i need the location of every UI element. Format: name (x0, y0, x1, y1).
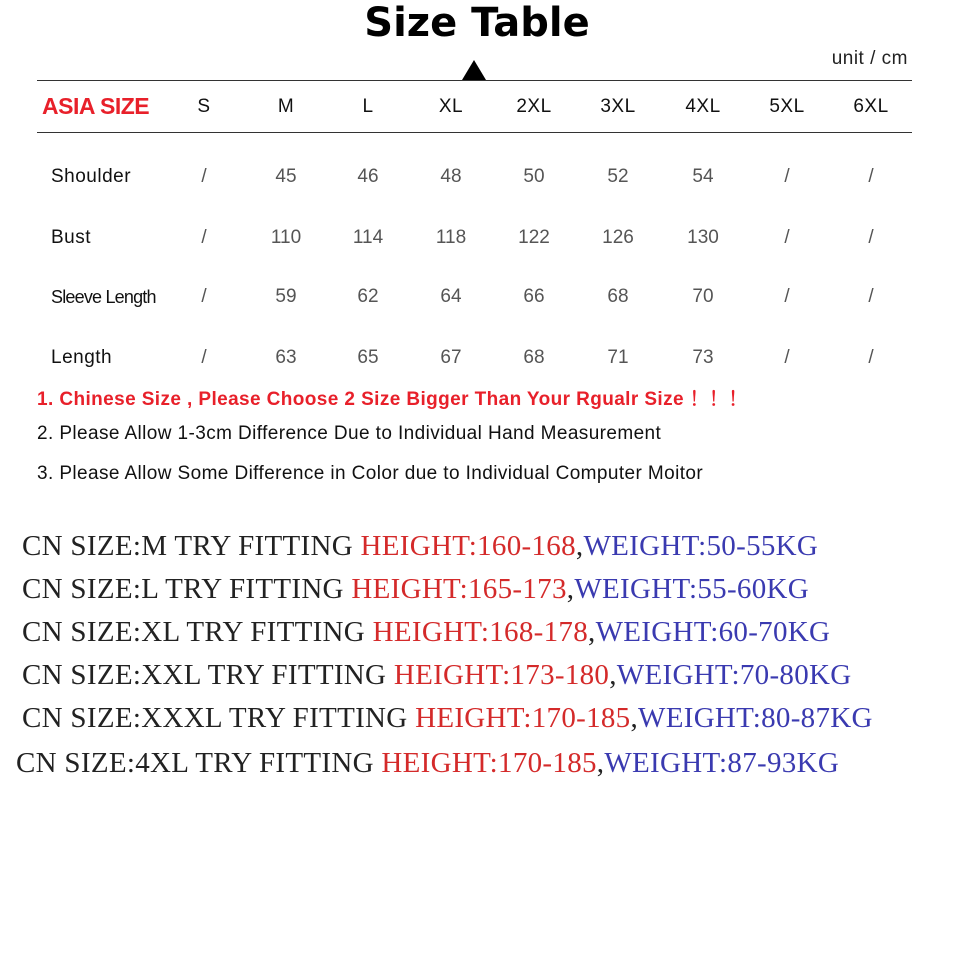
table-cell: 114 (352, 227, 384, 248)
table-cell: 66 (523, 286, 545, 307)
table-cell: / (784, 286, 790, 307)
pointer-triangle-icon (462, 60, 486, 80)
table-cell: / (201, 227, 207, 248)
fitting-height: HEIGHT:170-185 (415, 702, 631, 734)
fitting-height: HEIGHT:173-180 (393, 659, 610, 691)
fitting-weight: WEIGHT:60-70KG (595, 616, 831, 648)
table-cell: 63 (275, 347, 297, 368)
fitting-size-label: CN SIZE:XXL TRY FITTING (22, 659, 394, 691)
table-cell: / (201, 286, 207, 307)
row-label-sleeve-length: Sleeve Length (51, 287, 156, 307)
table-cell: 70 (692, 286, 714, 307)
page-title: Size Table (364, 0, 590, 46)
table-cell: 46 (357, 166, 379, 187)
row-label-shoulder: Shoulder (51, 166, 132, 187)
note-measurement: 2. Please Allow 1-3cm Difference Due to Individual Hand Measurement (37, 423, 662, 444)
fitting-height: HEIGHT:165-173 (351, 573, 567, 605)
table-cell: 54 (692, 166, 714, 187)
size-header-cell: 5XL (769, 96, 805, 117)
fitting-separator: , (588, 616, 596, 648)
size-header-cell: 4XL (685, 96, 721, 117)
table-cell: 130 (687, 227, 719, 248)
table-cell: 68 (523, 347, 545, 368)
table-cell: 68 (607, 286, 629, 307)
header-rule-bottom (37, 132, 912, 133)
fitting-height: HEIGHT:170-185 (381, 747, 597, 779)
fitting-line (22, 573, 809, 606)
fitting-separator: , (575, 530, 584, 562)
table-cell: 73 (692, 347, 714, 368)
fitting-separator: , (609, 659, 617, 691)
table-cell: 67 (440, 347, 462, 368)
fitting-separator: , (566, 573, 575, 605)
table-cell: 110 (270, 227, 302, 248)
fitting-line (22, 659, 852, 692)
fitting-size-label: CN SIZE:M TRY FITTING (22, 530, 361, 562)
row-label-length: Length (51, 347, 113, 368)
table-cell: / (784, 227, 790, 248)
fitting-size-label: CN SIZE:XXXL TRY FITTING (22, 702, 416, 734)
row-label-bust: Bust (51, 227, 92, 248)
fitting-line (22, 530, 818, 563)
table-cell: 62 (357, 286, 379, 307)
fitting-separator: , (596, 747, 605, 779)
table-cell: / (784, 166, 790, 187)
table-cell: / (868, 166, 874, 187)
size-header-cell: 2XL (516, 96, 552, 117)
fitting-size-label: CN SIZE:L TRY FITTING (22, 573, 352, 605)
table-cell: 64 (440, 286, 462, 307)
table-cell: / (868, 347, 874, 368)
table-cell: / (868, 286, 874, 307)
table-cell: 45 (275, 166, 297, 187)
size-header-cell: 6XL (853, 96, 889, 117)
header-rule-top (37, 80, 912, 81)
fitting-size-label: CN SIZE:XL TRY FITTING (22, 616, 373, 648)
table-cell: 126 (602, 227, 634, 248)
table-cell: 118 (435, 227, 467, 248)
fitting-weight: WEIGHT:55-60KG (574, 573, 810, 605)
fitting-separator: , (630, 702, 639, 734)
note-color: 3. Please Allow Some Difference in Color due to Individual Computer Moitor (37, 463, 704, 484)
table-cell: 48 (440, 166, 462, 187)
fitting-height: HEIGHT:160-168 (360, 530, 576, 562)
table-cell: 59 (275, 286, 297, 307)
table-cell: / (868, 227, 874, 248)
fitting-height: HEIGHT:168-178 (372, 616, 588, 648)
table-cell: 65 (357, 347, 379, 368)
fitting-size-label: CN SIZE:4XL TRY FITTING (16, 747, 382, 779)
table-cell: / (201, 166, 207, 187)
asia-size-label: ASIA SIZE (42, 93, 150, 119)
size-header-cell: 3XL (600, 96, 636, 117)
fitting-line (16, 747, 839, 780)
size-header-cell: L (362, 96, 374, 117)
fitting-line (22, 616, 830, 649)
size-header-cell: XL (438, 96, 464, 117)
fitting-weight: WEIGHT:50-55KG (583, 530, 819, 562)
table-cell: / (201, 347, 207, 368)
table-cell: 122 (518, 227, 550, 248)
unit-label: unit / cm (831, 48, 908, 69)
fitting-weight: WEIGHT:87-93KG (604, 747, 840, 779)
table-cell: / (784, 347, 790, 368)
table-cell: 52 (607, 166, 629, 187)
table-cell: 71 (607, 347, 629, 368)
table-cell: 50 (523, 166, 545, 187)
fitting-line (22, 702, 873, 735)
size-header-cell: M (277, 96, 295, 117)
size-header-cell: S (197, 96, 211, 117)
fitting-weight: WEIGHT:70-80KG (616, 659, 852, 691)
note-chinese-size: 1. Chinese Size , Please Choose 2 Size Bigger Than Your Rgualr Size ！！！ (37, 389, 748, 410)
fitting-weight: WEIGHT:80-87KG (638, 702, 873, 734)
